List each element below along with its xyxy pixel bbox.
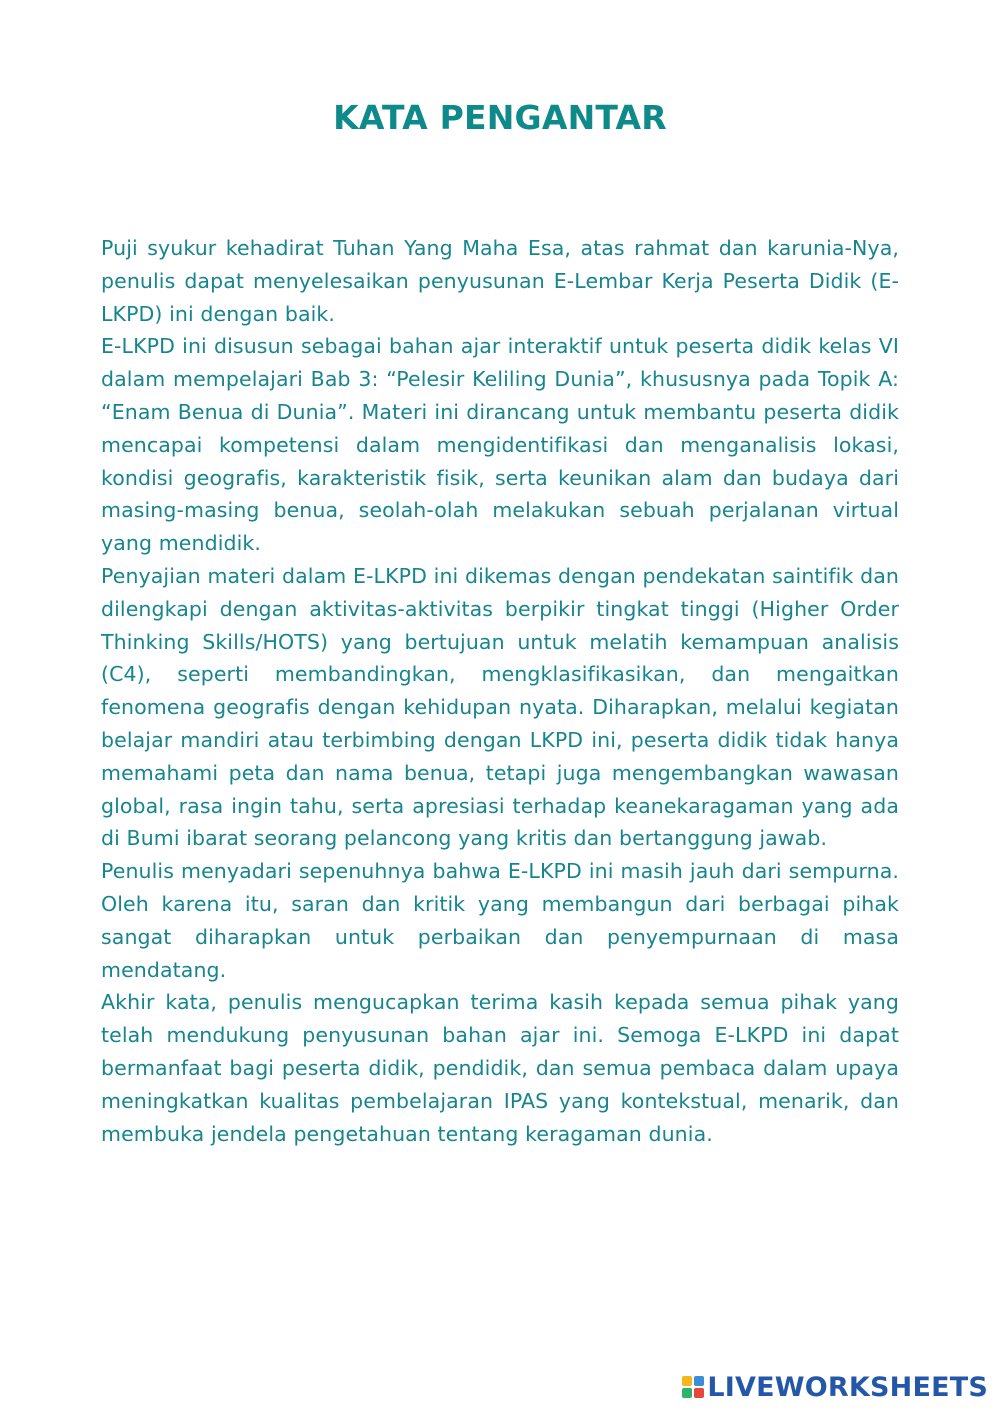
- logo-square-red: [694, 1388, 704, 1398]
- paragraph: E-LKPD ini disusun sebagai bahan ajar interaktif untuk peserta didik kelas VI dalam mempelajari Bab 3: “Pelesir Keliling Dunia”, khususnya pada Topik A: “Enam Benua di Dunia”. Materi ini dirancang untuk membantu peserta didik mencapai kompetensi dalam mengidentifikasi dan menganalisis lokasi, kondisi geografis, karakteristik fisik, serta keunikan alam dan budaya dari masing-masing benua, seolah-olah melakukan sebuah perjalanan virtual yang mendidik.: [101, 334, 899, 556]
- liveworksheets-logo-icon: [682, 1376, 704, 1398]
- logo-square-yellow: [682, 1376, 692, 1386]
- liveworksheets-logo[interactable]: [682, 1372, 988, 1402]
- paragraph: Puji syukur kehadirat Tuhan Yang Maha Esa, atas rahmat dan karunia-Nya, penulis dapat menyelesaikan penyusunan E-Lembar Kerja Peserta Didik (E-LKPD) ini dengan baik.: [101, 236, 899, 326]
- logo-square-green: [682, 1388, 692, 1398]
- preface-body: [101, 232, 899, 1150]
- logo-square-blue: [694, 1376, 704, 1386]
- paragraph: Akhir kata, penulis mengucapkan terima kasih kepada semua pihak yang telah mendukung penyusunan bahan ajar ini. Semoga E-LKPD ini dapat bermanfaat bagi peserta didik, pendidik, dan semua pembaca dalam upaya meningkatkan kualitas pembelajaran IPAS yang kontekstual, menarik, dan membuka jendela pengetahuan tentang keragaman dunia.: [101, 990, 899, 1146]
- page-title: KATA PENGANTAR: [333, 98, 667, 137]
- paragraph: Penyajian materi dalam E-LKPD ini dikemas dengan pendekatan saintifik dan dilengkapi dengan aktivitas-aktivitas berpikir tingkat tinggi (Higher Order Thinking Skills/HOTS) yang bertujuan untuk melatih kemampuan analisis (C4), seperti membandingkan, mengklasifikasikan, dan mengaitkan fenomena geografis dengan kehidupan nyata. Diharapkan, melalui kegiatan belajar mandiri atau terbimbing dengan LKPD ini, peserta didik tidak hanya memahami peta dan nama benua, tetapi juga mengembangkan wawasan global, rasa ingin tahu, serta apresiasi terhadap keanekaragaman yang ada di Bumi ibarat seorang pelancong yang kritis dan bertanggung jawab.: [101, 563, 899, 851]
- paragraph: Penulis menyadari sepenuhnya bahwa E-LKPD ini masih jauh dari sempurna. Oleh karena itu, saran dan kritik yang membangun dari berbagai pihak sangat diharapkan untuk perbaikan dan penyempurnaan di masa mendatang.: [101, 859, 899, 982]
- brand-name: LIVEWORKSHEETS: [707, 1371, 988, 1403]
